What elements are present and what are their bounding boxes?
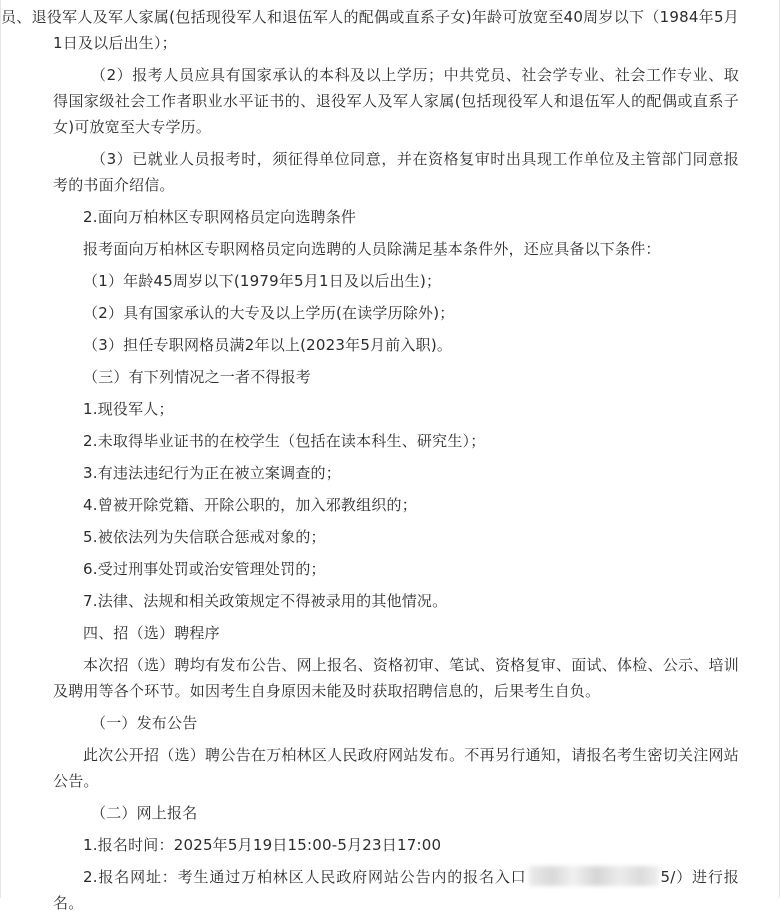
list-item-grid-age: （1）年龄45周岁以下(1979年5月1日及以后出生)； — [83, 272, 442, 290]
paragraph-grid-worker-intro: 报考面向万柏林区专职网格员定向选聘的人员除满足基本条件外，还应具备以下条件： — [83, 240, 661, 258]
paragraph-employer-consent: （3）已就业人员报考时，须征得单位同意，并在资格复审时出具现工作单位及主管部门同意报考的书面介绍信。 — [53, 150, 739, 194]
heading-disqualifications: （三）有下列情况之一者不得报考 — [83, 368, 312, 386]
list-item-grid-education: （2）具有国家承认的大专及以上学历(在读学历除外)； — [83, 304, 455, 322]
paragraph-registration-time: 1.报名时间：2025年5月19日15:00-5月23日17:00 — [83, 836, 442, 854]
redacted-url-blur — [529, 866, 659, 886]
paragraph-procedure-overview: 本次招（选）聘均有发布公告、网上报名、资格初审、笔试、资格复审、面试、体检、公示、培训及聘用等各个环节。如因考生自身原因未能及时获取招聘信息的，后果考生自负。 — [53, 656, 739, 700]
list-item-disqualification-5: 5.被依法列为失信联合惩戒对象的； — [83, 528, 326, 546]
list-item-disqualification-2: 2.未取得毕业证书的在校学生（包括在读本科生、研究生）； — [83, 432, 486, 450]
registration-url-text: 2.报名网址：考生通过万柏林区人民政府网站公告内的报名入口 — [83, 868, 527, 886]
list-item-disqualification-7: 7.法律、法规和相关政策规定不得被录用的其他情况。 — [83, 592, 448, 610]
heading-publish-announcement: （一）发布公告 — [91, 714, 198, 732]
heading-online-registration: （二）网上报名 — [91, 804, 198, 822]
paragraph-announcement-channel: 此次公开招（选）聘公告在万柏林区人民政府网站发布。不再另行通知，请报名考生密切关注网站公告。 — [53, 746, 739, 790]
heading-grid-worker-conditions: 2.面向万柏林区专职网格员定向选聘条件 — [83, 208, 357, 226]
paragraph-registration-url — [53, 864, 739, 916]
list-item-disqualification-4: 4.曾被开除党籍、开除公职的，加入邪教组织的； — [83, 496, 417, 514]
list-item-grid-tenure: （3）担任专职网格员满2年以上(2023年5月前入职)。 — [83, 336, 453, 354]
paragraph-age-relaxation: 员、退役军人及军人家属(包括现役军人和退伍军人的配偶或直系子女)年龄可放宽至40周岁以下（1984年5月1日及以后出生）； — [1, 8, 739, 52]
heading-procedure: 四、招（选）聘程序 — [83, 624, 220, 642]
list-item-disqualification-6: 6.受过刑事处罚或治安管理处罚的； — [83, 560, 326, 578]
list-item-disqualification-1: 1.现役军人； — [83, 400, 174, 418]
paragraph-education-requirement: （2）报考人员应具有国家承认的本科及以上学历；中共党员、社会学专业、社会工作专业、取得国家级社会工作者职业水平证书的、退役军人及军人家属(包括现役军人和退伍军人的配偶或直系子女)可放宽至大专学历。 — [53, 66, 739, 136]
list-item-disqualification-3: 3.有违法违纪行为正在被立案调查的； — [83, 464, 341, 482]
registration-url-tail: 5/）进行报名。 — [53, 868, 739, 912]
document-body — [1, 4, 739, 916]
